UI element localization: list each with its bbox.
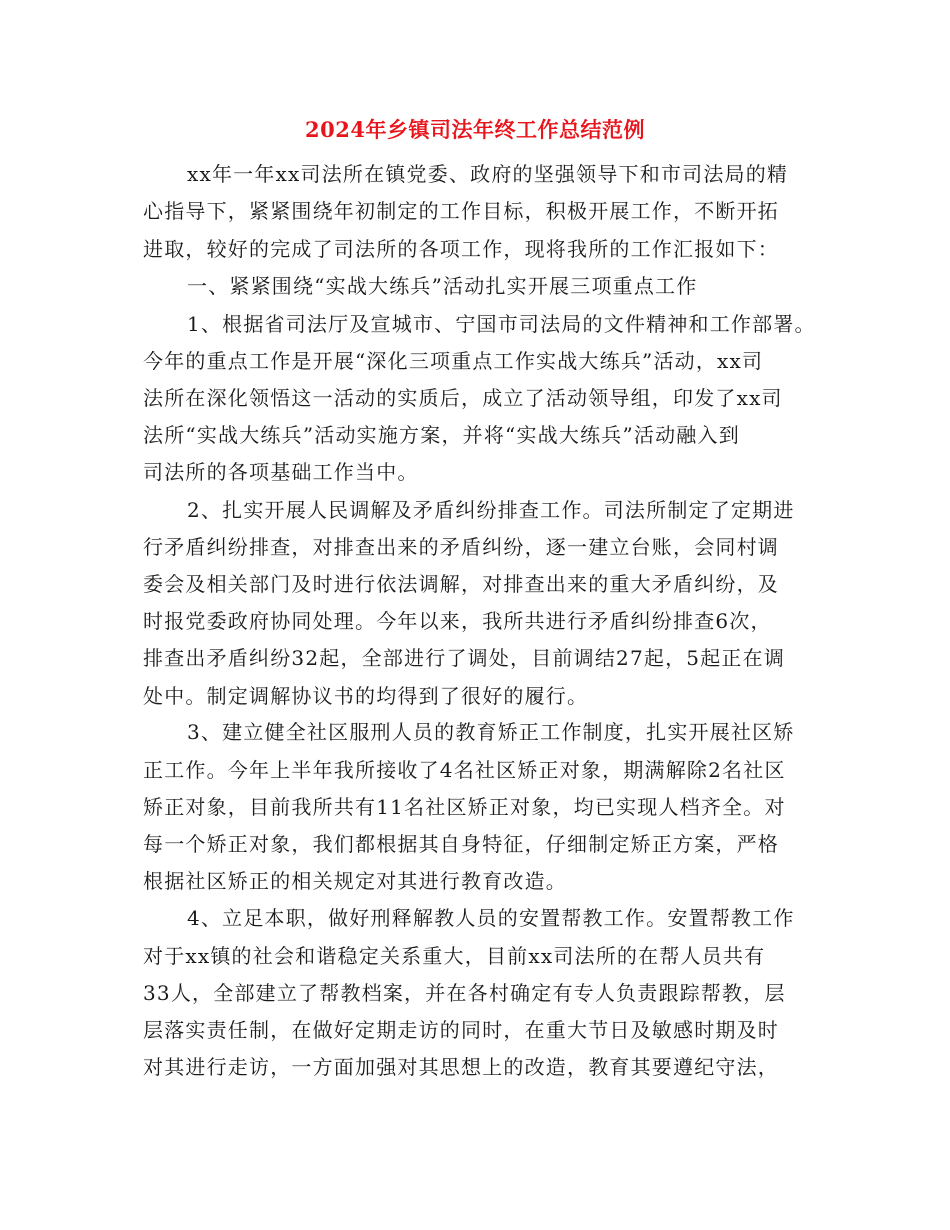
body-line: 4、立足本职，做好刑释解教人员的安置帮教工作。安置帮教工作 [187, 906, 795, 930]
body-line: 一、紧紧围绕“实战大练兵”活动扎实开展三项重点工作 [187, 274, 698, 298]
body-line: 进取，较好的完成了司法所的各项工作，现将我所的工作汇报如下： [143, 237, 779, 261]
body-line: 委会及相关部门及时进行依法调解，对排查出来的重大矛盾纠纷，及 [143, 572, 779, 596]
body-line: 33人，全部建立了帮教档案，并在各村确定有专人负责跟踪帮教，层 [143, 981, 786, 1005]
body-line: 层落实责任制，在做好定期走访的同时，在重大节日及敏感时期及时 [143, 1018, 779, 1042]
body-line: 3、建立健全社区服刑人员的教育矫正工作制度，扎实开展社区矫 [187, 720, 795, 744]
body-line: 时报党委政府协同处理。今年以来，我所共进行矛盾纠纷排查6次， [143, 609, 772, 633]
document-title: 2024年乡镇司法年终工作总结范例 [305, 117, 645, 142]
body-line: 司法所的各项基础工作当中。 [143, 460, 419, 484]
body-line: 1、根据省司法厅及宣城市、宁国市司法局的文件精神和工作部署。 [187, 312, 816, 336]
body-line: 排查出矛盾纠纷32起，全部进行了调处，目前调结27起，5起正在调 [143, 646, 786, 670]
body-line: 处中。制定调解协议书的均得到了很好的履行。 [143, 684, 589, 708]
body-line: 今年的重点工作是开展“深化三项重点工作实战大练兵”活动，xx司 [143, 349, 764, 373]
body-line: 对于xx镇的社会和谐稳定关系重大，目前xx司法所的在帮人员共有 [143, 944, 766, 968]
body-line: 根据社区矫正的相关规定对其进行教育改造。 [143, 869, 567, 893]
body-line: 每一个矫正对象，我们都根据其自身特征，仔细制定矫正方案，严格 [143, 832, 779, 856]
body-line: 行矛盾纠纷排查，对排查出来的矛盾纠纷，逐一建立台账，会同村调 [143, 535, 779, 559]
body-line: 正工作。今年上半年我所接收了4名社区矫正对象，期满解除2名社区 [143, 758, 786, 782]
body-line: 矫正对象，目前我所共有11名社区矫正对象，均已实现人档齐全。对 [143, 795, 786, 819]
body-line: 2、扎实开展人民调解及矛盾纠纷排查工作。司法所制定了定期进 [187, 498, 795, 522]
body-line: 法所在深化领悟这一活动的实质后，成立了活动领导组，印发了xx司 [143, 386, 783, 410]
body-line: 对其进行走访，一方面加强对其思想上的改造，教育其要遵纪守法， [143, 1055, 779, 1079]
body-line: 法所“实战大练兵”活动实施方案，并将“实战大练兵”活动融入到 [143, 423, 740, 447]
body-line: 心指导下，紧紧围绕年初制定的工作目标，积极开展工作，不断开拓 [143, 199, 779, 223]
body-line: xx年一年xx司法所在镇党委、政府的坚强领导下和市司法局的精 [187, 162, 789, 186]
